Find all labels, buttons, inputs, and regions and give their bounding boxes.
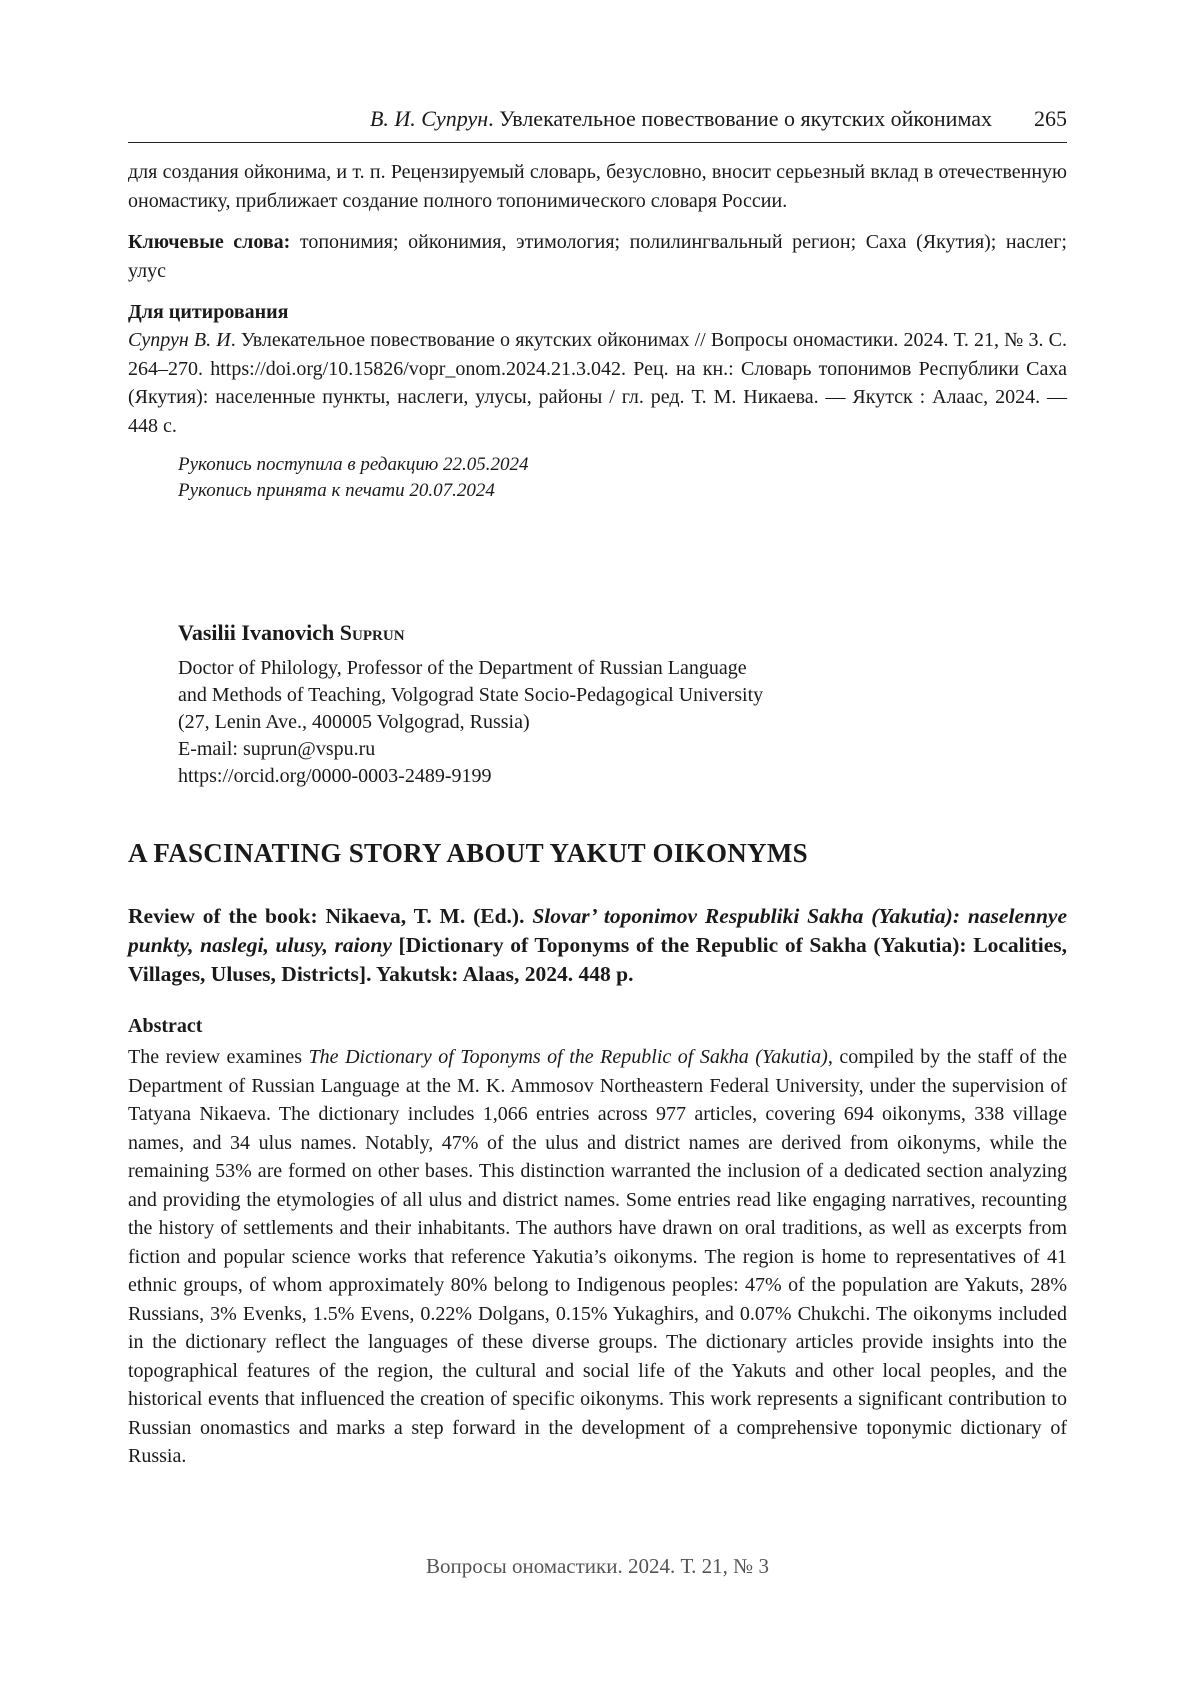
review-suffix: [Dictionary of Toponyms of the Republic of Sakha (Yakutia): Localities, Villages, Uluses, Districts]. Yakutsk: Alaas, 2024. 448 p. (128, 933, 1067, 986)
affiliation-line: (27, Lenin Ave., 400005 Volgograd, Russia) (178, 711, 530, 733)
page-number: 265 (1034, 106, 1067, 131)
keywords-text: топонимия; ойконимия, этимология; полилингвальный регион; Саха (Якутия); наслег; улус (128, 231, 1067, 282)
abstract-text (128, 1043, 1067, 1471)
citation-text: . Увлекательное повествование о якутских ойконимах // Вопросы ономастики. 2024. Т. 21, № 3. С. 264–270. https://doi.org/10.15826/vopr_onom.2024.21.3.042. Рец. на кн.: Словарь топонимов Республики Саха (Якутия): населенные пункты, наслеги, улусы, районы / гл. ред. Т. М. Никаева. — Якутск : Алаас, 2024. — 448 с. (128, 329, 1067, 437)
intro-paragraph: для создания ойконима, и т. п. Рецензируемый словарь, безусловно, вносит серьезный вклад в отечественную ономастику, приближает создание полного топонимического словаря России. (128, 161, 1067, 212)
journal-footer: Вопросы ономастики. 2024. Т. 21, № 3 (426, 1554, 769, 1578)
accepted-date: Рукопись принята к печати 20.07.2024 (178, 480, 495, 501)
review-book-title: Slovar’ toponimov Respubliki Sakha (Yakutia): naselennye punkty, naslegi, ulusy, raiony (128, 904, 1067, 957)
keywords (128, 228, 1067, 285)
abstract-heading: Abstract (128, 1015, 203, 1037)
running-title (370, 106, 992, 132)
review-reference (128, 902, 1067, 989)
affiliation-line: and Methods of Teaching, Volgograd State Socio-Pedagogical University (178, 684, 764, 706)
running-header (128, 102, 1067, 143)
running-author: В. И. Супрун (369, 106, 489, 131)
citation (128, 326, 1067, 440)
author-affiliation (178, 655, 763, 790)
keywords-label: Ключевые слова: (128, 231, 291, 253)
abstract-body: , compiled by the staff of the Department of Russian Language at the M. K. Ammosov Northeastern Federal University, under the supervision of Tatyana Nikaeva. The dictionary includes 1,066 entries across 977 articles, covering 694 oikonyms, 338 village names, and 34 ulus names. Notably, 47% of the ulus and district names are derived from oikonyms, while the remaining 53% are formed on other bases. This distinction warranted the inclusion of a dedicated section analyzing and providing the etymologies of all ulus and district names. Some entries read like engaging narratives, recounting the history of settlements and their inhabitants. The authors have drawn on oral traditions, as well as excerpts from fiction and popular science works that reference Yakutia’s oikonyms. The region is home to representatives of 41 ethnic groups, of whom approximately 80% belong to Indigenous peoples: 47% of the population are Yakuts, 28% Russians, 3% Evenks, 1.5% Evens, 0.22% Dolgans, 0.15% Yukaghirs, and 0.07% Chukchi. The oikonyms included in the dictionary reflect the languages of these diverse groups. The dictionary articles provide insights into the topographical features of the region, the cultural and social life of the Yakuts and other local peoples, and the historical events that influenced the creation of specific oikonyms. This work represents a significant contribution to Russian onomastics and marks a step forward in the development of a comprehensive toponymic dictionary of Russia. (128, 1046, 1067, 1467)
citation-label: Для цитирования (128, 301, 289, 323)
citation-author: Супрун В. И (128, 329, 231, 351)
author-family-name: Suprun (339, 620, 405, 645)
abstract-book-title: The Dictionary of Toponyms of the Republic of Sakha (Yakutia) (308, 1046, 828, 1068)
author-email[interactable]: E-mail: suprun@vspu.ru (178, 738, 376, 760)
author-name (178, 620, 405, 646)
author-given-name: Vasilii Ivanovich (178, 620, 340, 645)
article-title: A FASCINATING STORY ABOUT YAKUT OIKONYMS (128, 838, 808, 868)
author-orcid-link[interactable]: https://orcid.org/0000-0003-2489-9199 (178, 765, 492, 787)
running-title-text: . Увлекательное повествование о якутских ойконимах (488, 106, 992, 131)
abstract-lead: The review examines (128, 1046, 309, 1068)
received-date: Рукопись поступила в редакцию 22.05.2024 (178, 454, 529, 475)
affiliation-line: Doctor of Philology, Professor of the Department of Russian Language (178, 657, 747, 679)
review-prefix: Review of the book: Nikaeva, T. M. (Ed.). (128, 904, 533, 928)
